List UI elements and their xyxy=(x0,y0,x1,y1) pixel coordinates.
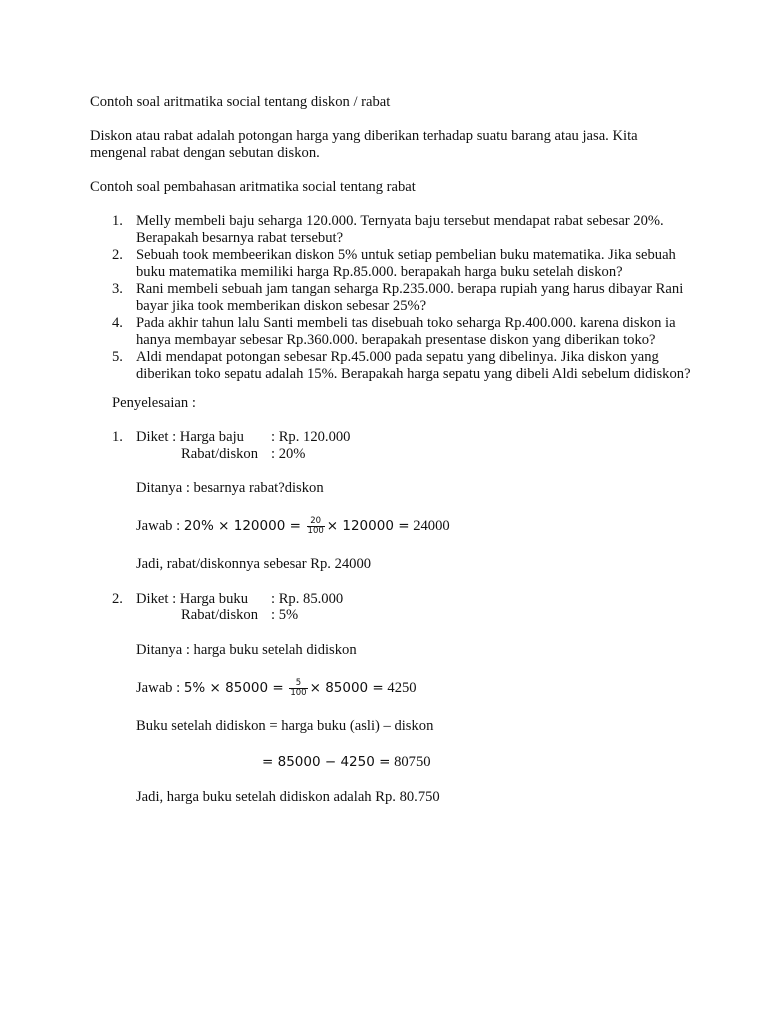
intro-paragraph: Diskon atau rabat adalah potongan harga yang diberikan terhadap suatu barang atau jasa. Kita mengenal rabat dengan sebutan diskon. xyxy=(90,128,638,161)
list-item: 3. Rani membeli sebuah jam tangan seharga Rp.235.000. berapa rupiah yang harus dibayar Rani bayar jika took memberikan diskon sebesar 25%? xyxy=(112,281,684,314)
question-text: Rani membeli sebuah jam tangan seharga Rp.235.000. berapa rupiah yang harus dibayar Rani bayar jika took memberikan diskon sebesar 25%? xyxy=(136,281,684,314)
diket-value: : Rp. 120.000 xyxy=(271,429,351,445)
jawab-equation xyxy=(136,517,450,536)
question-text: Melly membeli baju seharga 120.000. Ternyata baju tersebut mendapat rabat sebesar 20%. Berapakah besarnya rabat tersebut? xyxy=(136,213,664,246)
jadi-text: Jadi, harga buku setelah didiskon adalah Rp. 80.750 xyxy=(136,789,440,805)
solution-heading: Penyelesaian : xyxy=(112,395,196,411)
ditanya-text: Ditanya : harga buku setelah didiskon xyxy=(136,642,357,658)
diket-label: Diket : Harga baju xyxy=(136,429,244,445)
rabat-label: Rabat/diskon xyxy=(181,446,259,462)
jawab-label: Jawab : xyxy=(136,517,181,534)
math-expression: × 85000 = xyxy=(309,679,384,696)
jawab-result: 4250 xyxy=(387,679,417,696)
question-list xyxy=(112,213,692,383)
buku-setelah-diskon-text: Buku setelah didiskon = harga buku (asli) – diskon xyxy=(136,718,434,734)
jawab-equation xyxy=(136,679,417,698)
subtitle: Contoh soal pembahasan aritmatika social tentang rabat xyxy=(90,179,416,195)
solution-number: 1. xyxy=(112,429,123,445)
question-text: Aldi mendapat potongan sebesar Rp.45.000 pada sepatu yang dibelinya. Jika diskon yang diberikan toko sepatu adalah 15%. Berapakah harga sepatu yang dibeli Aldi sebelum didiskon? xyxy=(136,349,691,382)
rabat-label: Rabat/diskon xyxy=(181,607,259,623)
question-text: Pada akhir tahun lalu Santi membeli tas disebuah toko seharga Rp.400.000. karena diskon ia hanya membayar sebesar Rp.360.000. berapakah presentase diskon yang diberikan toko? xyxy=(136,315,676,348)
solution-number: 2. xyxy=(112,591,123,607)
diket-label: Diket : Harga buku xyxy=(136,591,248,607)
ditanya-text: Ditanya : besarnya rabat?diskon xyxy=(136,480,324,496)
math-expression: × 120000 = xyxy=(326,517,410,534)
jawab-label: Jawab : xyxy=(136,679,181,696)
fraction: $\frac{20}{100}$ xyxy=(307,516,324,536)
list-item: 5. Aldi mendapat potongan sebesar Rp.45.000 pada sepatu yang dibelinya. Jika diskon yang diberikan toko sepatu adalah 15%. Berapakah harga sepatu yang dibeli Aldi sebelum didiskon? xyxy=(112,349,691,382)
calculation-line xyxy=(262,754,431,771)
calculation-result: 80750 xyxy=(394,754,431,770)
list-item: 1. Melly membeli baju seharga 120.000. Ternyata baju tersebut mendapat rabat sebesar 20%. Berapakah besarnya rabat tersebut? xyxy=(112,213,664,246)
math-expression: = 85000 − 4250 = xyxy=(262,754,391,770)
fraction: $\frac{5}{100}$ xyxy=(290,678,307,698)
rabat-value: : 20% xyxy=(271,446,306,462)
list-item: 2. Sebuah took membeerikan diskon 5% untuk setiap pembelian buku matematika. Jika sebuah buku matematika memiliki harga Rp.85.000. berapakah harga buku setelah diskon? xyxy=(112,247,676,280)
diket-value: : Rp. 85.000 xyxy=(271,591,344,607)
question-text: Sebuah took membeerikan diskon 5% untuk setiap pembelian buku matematika. Jika sebuah buku matematika memiliki harga Rp.85.000. berapakah harga buku setelah diskon? xyxy=(136,247,676,280)
jawab-result: 24000 xyxy=(413,517,450,534)
jadi-text: Jadi, rabat/diskonnya sebesar Rp. 24000 xyxy=(136,556,372,572)
rabat-value: : 5% xyxy=(271,607,299,623)
document-title: Contoh soal aritmatika social tentang diskon / rabat xyxy=(90,94,391,110)
math-expression: 5% × 85000 = xyxy=(183,679,284,696)
math-expression: 20% × 120000 = xyxy=(183,517,301,534)
list-item: 4. Pada akhir tahun lalu Santi membeli tas disebuah toko seharga Rp.400.000. karena diskon ia hanya membayar sebesar Rp.360.000. berapakah presentase diskon yang diberikan toko? xyxy=(112,315,676,348)
